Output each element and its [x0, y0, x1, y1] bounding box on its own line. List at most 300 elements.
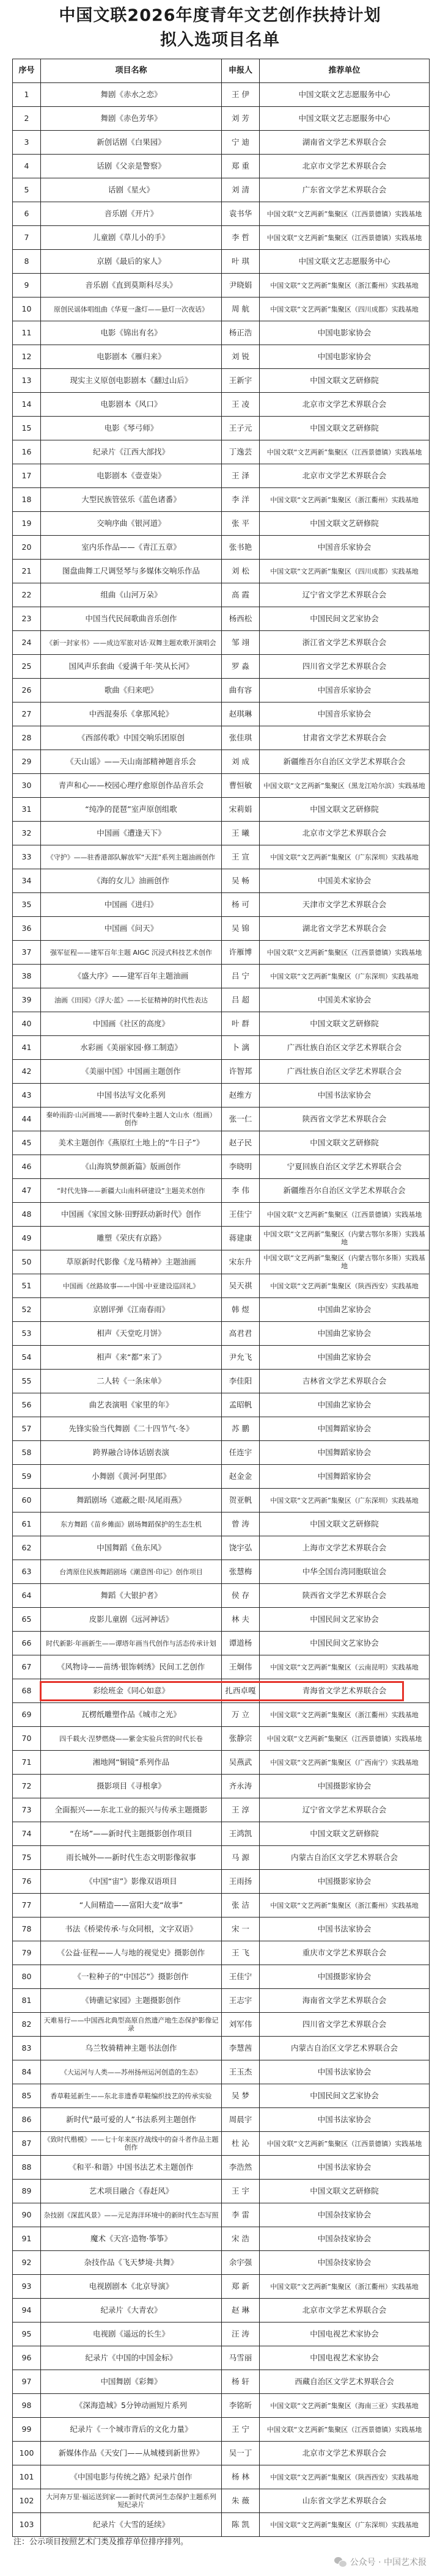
cell-number: 68 [13, 1679, 41, 1703]
cell-project-name: 《守护》——驻香港部队解放军“天涯”系列主题油画创作 [41, 845, 222, 869]
cell-recommending-unit: 中国文联文艺研修院 [260, 512, 430, 536]
table-row [13, 321, 430, 345]
cell-number: 1 [13, 83, 41, 107]
cell-number: 89 [13, 2180, 41, 2203]
table-row [13, 178, 430, 202]
cell-project-name: 舞蹈剧场《遮蔽之眼·凤尾雨燕》 [41, 1489, 222, 1512]
cell-applicant: 周 航 [222, 297, 260, 321]
cell-number: 18 [13, 488, 41, 512]
table-row [13, 1227, 430, 1250]
cell-recommending-unit: 北京市文学艺术界联合会 [260, 2299, 430, 2322]
cell-number: 33 [13, 845, 41, 869]
cell-recommending-unit: 中国文联“文艺两新”集聚区（云南昆明）实践基地 [260, 1655, 430, 1679]
cell-applicant: 宋 浩 [222, 2227, 260, 2251]
cell-number: 9 [13, 274, 41, 297]
cell-applicant: 王玉杰 [222, 2060, 260, 2084]
cell-applicant: 张一仁 [222, 1107, 260, 1131]
cell-number: 94 [13, 2299, 41, 2322]
cell-applicant: 叶 群 [222, 1012, 260, 1036]
cell-project-name: 国风声乐套曲《爱满千年·笑从长河》 [41, 655, 222, 679]
cell-applicant: 吴 畅 [222, 869, 260, 893]
table-row [13, 83, 430, 107]
cell-project-name: 东方舞蹈《苗乡傩面》剧场舞蹈保护的生态生机 [41, 1512, 222, 1536]
cell-project-name: 杂技作品《飞天梦境·共舞》 [41, 2251, 222, 2275]
cell-applicant: 王雨扬 [222, 1870, 260, 1894]
cell-number: 93 [13, 2275, 41, 2299]
cell-applicant: 张佳琪 [222, 726, 260, 750]
cell-project-name: 舞剧《赤水之恋》 [41, 83, 222, 107]
cell-project-name: 中国画《丝路故事——中国·中亚建设巡回礼》 [41, 1274, 222, 1298]
cell-number: 76 [13, 1870, 41, 1894]
cell-number: 11 [13, 321, 41, 345]
cell-project-name: 歌曲《归来吧》 [41, 679, 222, 702]
cell-applicant: 蒋建康 [222, 1227, 260, 1250]
cell-recommending-unit: 中国文联“文艺两新”集聚区（江西景德镇）实践基地 [260, 2418, 430, 2442]
cell-recommending-unit: 中国摄影家协会 [260, 1870, 430, 1894]
cell-recommending-unit: 中国音乐家协会 [260, 536, 430, 560]
cell-recommending-unit: 重庆市文学艺术界联合会 [260, 1941, 430, 1965]
cell-project-name: 《美丽中国》中国画主题创作 [41, 1060, 222, 1084]
table-row [13, 1370, 430, 1393]
cell-project-name: 天难易行——中国西北典型高原自然遗产地生态保护影像记录 [41, 2013, 222, 2037]
cell-number: 13 [13, 369, 41, 393]
cell-project-name: 中国画《进归》 [41, 893, 222, 917]
table-row [13, 893, 430, 917]
cell-number: 39 [13, 988, 41, 1012]
cell-project-name: 音乐剧《直到莫斯科尽头》 [41, 274, 222, 297]
cell-recommending-unit: 辽宁省文学艺术界联合会 [260, 1798, 430, 1822]
cell-number: 90 [13, 2203, 41, 2227]
cell-applicant: 李佳阳 [222, 1370, 260, 1393]
cell-number: 92 [13, 2251, 41, 2275]
cell-number: 84 [13, 2060, 41, 2084]
cell-number: 72 [13, 1775, 41, 1798]
cell-recommending-unit: 中国文联“文艺两新”集聚区（广西南宁）实践基地 [260, 1751, 430, 1775]
cell-applicant: 许雁博 [222, 941, 260, 965]
cell-applicant: 张书艳 [222, 536, 260, 560]
cell-number: 42 [13, 1060, 41, 1084]
cell-number: 69 [13, 1703, 41, 1727]
cell-number: 25 [13, 655, 41, 679]
cell-recommending-unit: 中国民间文艺家协会 [260, 607, 430, 631]
table-note: 注：公示项目按照艺术门类及推荐单位排序排列。 [13, 2538, 189, 2547]
footer-source-label: 公众号 · 中国艺术报 [350, 2558, 427, 2567]
cell-number: 99 [13, 2418, 41, 2442]
table-row [13, 1250, 430, 1274]
cell-project-name: 组曲《山河万朵》 [41, 583, 222, 607]
cell-project-name: 电视剧《遥远的长生》 [41, 2322, 222, 2346]
cell-number: 70 [13, 1727, 41, 1751]
table-row [13, 2346, 430, 2370]
cell-applicant: 赵 琳 [222, 2299, 260, 2322]
cell-project-name: 强军征程——建军百年主题 AIGC 沉浸式科技艺术创作 [41, 941, 222, 965]
cell-number: 95 [13, 2322, 41, 2346]
cell-recommending-unit: 四川省文学艺术界联合会 [260, 655, 430, 679]
cell-number: 19 [13, 512, 41, 536]
cell-project-name: “在场”——新时代主题摄影创作项目 [41, 1822, 222, 1846]
cell-number: 50 [13, 1250, 41, 1274]
table-row [13, 988, 430, 1012]
table-row [13, 274, 430, 297]
cell-applicant: 李 伟 [222, 1179, 260, 1203]
table-row [13, 417, 430, 440]
cell-recommending-unit: 中国文联文艺研修院 [260, 798, 430, 822]
cell-recommending-unit: 中国文联文艺研修院 [260, 369, 430, 393]
cell-recommending-unit: 陕西省文学艺术界联合会 [260, 1584, 430, 1608]
cell-applicant: 吕 超 [222, 988, 260, 1012]
table-row [13, 1727, 430, 1751]
cell-project-name: “人间精造——富阳大麦“故事” [41, 1894, 222, 1917]
cell-number: 4 [13, 155, 41, 178]
cell-applicant: 李晓明 [222, 1155, 260, 1179]
cell-number: 22 [13, 583, 41, 607]
cell-applicant: 王佳宁 [222, 1203, 260, 1227]
cell-project-name: 《西部传歌》中国交响乐团原创 [41, 726, 222, 750]
cell-recommending-unit: 中国文联“文艺两新”集聚区（黑龙江哈尔滨）实践基地 [260, 774, 430, 798]
cell-applicant: 李 洋 [222, 488, 260, 512]
cell-project-name: 草原新时代影像《龙马精神》主题油画 [41, 1250, 222, 1274]
cell-recommending-unit: 中国摄影家协会 [260, 1965, 430, 1989]
cell-applicant: 李慧茜 [222, 2037, 260, 2060]
cell-recommending-unit: 中国曲艺家协会 [260, 1346, 430, 1370]
cell-recommending-unit: 中国文联文艺志愿服务中心 [260, 83, 430, 107]
cell-recommending-unit: 中国书法家协会 [260, 1917, 430, 1941]
page-title: 中国文联2026年度青年文艺创作扶持计划 [59, 6, 381, 25]
cell-applicant: 余宇强 [222, 2251, 260, 2275]
table-row [13, 369, 430, 393]
cell-applicant: 卜 漓 [222, 1036, 260, 1060]
cell-recommending-unit: 中国舞蹈家协会 [260, 1465, 430, 1489]
table-row [13, 512, 430, 536]
cell-number: 63 [13, 1560, 41, 1584]
cell-project-name: 《山海筑梦颜新篇》版画创作 [41, 1155, 222, 1179]
cell-recommending-unit: 北京市文学艺术界联合会 [260, 464, 430, 488]
cell-applicant: 吴 锦 [222, 917, 260, 941]
table-row [13, 1107, 430, 1131]
cell-number: 52 [13, 1298, 41, 1322]
cell-applicant: 杨 轩 [222, 2370, 260, 2394]
cell-number: 20 [13, 536, 41, 560]
cell-project-name: 电影《琴弓师》 [41, 417, 222, 440]
cell-number: 32 [13, 822, 41, 845]
cell-recommending-unit: 中国曲艺家协会 [260, 1393, 430, 1417]
cell-applicant: 高君君 [222, 1322, 260, 1346]
cell-number: 37 [13, 941, 41, 965]
cell-number: 101 [13, 2465, 41, 2489]
table-row [13, 1917, 430, 1941]
table-row [13, 1846, 430, 1870]
cell-number: 12 [13, 345, 41, 369]
cell-recommending-unit: 湖南省文学艺术界联合会 [260, 131, 430, 155]
cell-recommending-unit: 内蒙古自治区文学艺术界联合会 [260, 1846, 430, 1870]
cell-number: 65 [13, 1608, 41, 1632]
cell-applicant: 李 雷 [222, 2203, 260, 2227]
cell-applicant: 吴天祺 [222, 1274, 260, 1298]
cell-recommending-unit: 中国文联“文艺两新”集聚区（内蒙古鄂尔多斯）实践基地 [260, 1227, 430, 1250]
cell-project-name: 台湾原住民族舞蹈剧场《潮意图·印记》创作项目 [41, 1560, 222, 1584]
table-row [13, 1703, 430, 1727]
cell-project-name: 电视剧剧本《北京导演》 [41, 2275, 222, 2299]
cell-applicant: 侯 存 [222, 1584, 260, 1608]
cell-project-name: 艺术项目融合《春赶风》 [41, 2180, 222, 2203]
table-row [13, 1441, 430, 1465]
table-row [13, 631, 430, 655]
cell-recommending-unit: 中国民间文艺家协会 [260, 2084, 430, 2108]
cell-applicant: 罗 淼 [222, 655, 260, 679]
cell-number: 48 [13, 1203, 41, 1227]
cell-recommending-unit: 新疆维吾尔自治区文学艺术界联合会 [260, 750, 430, 774]
cell-applicant: 李浩然 [222, 2156, 260, 2180]
table-row [13, 2203, 430, 2227]
cell-applicant: 王 凌 [222, 393, 260, 417]
cell-recommending-unit: 中国舞蹈家协会 [260, 1417, 430, 1441]
cell-number: 7 [13, 226, 41, 250]
cell-recommending-unit: 中国音乐家协会 [260, 702, 430, 726]
table-row [13, 1870, 430, 1894]
cell-recommending-unit: 中国文联“文艺两新”集聚区（内蒙古鄂尔多斯）实践基地 [260, 1250, 430, 1274]
cell-number: 51 [13, 1274, 41, 1298]
table-row [13, 2037, 430, 2060]
cell-number: 55 [13, 1370, 41, 1393]
cell-recommending-unit: 中国文联“文艺两新”集聚区（广东深圳）实践基地 [260, 1489, 430, 1512]
cell-recommending-unit: 中国文联“文艺两新”集聚区（江西景德镇）实践基地 [260, 1727, 430, 1751]
cell-number: 58 [13, 1441, 41, 1465]
cell-project-name: 曲艺表演唱《家里的年》 [41, 1393, 222, 1417]
cell-number: 77 [13, 1894, 41, 1917]
column-header-applicant: 申报人 [222, 59, 260, 83]
cell-number: 35 [13, 893, 41, 917]
table-row [13, 2442, 430, 2465]
cell-project-name: 《一粒种子的“中国芯”》摄影创作 [41, 1965, 222, 1989]
table-row [13, 2060, 430, 2084]
cell-project-name: 《致时代楷模》——七十年来医疗战线中的奋斗者作品主题创作 [41, 2132, 222, 2156]
table-row [13, 1036, 430, 1060]
cell-recommending-unit: 天津市文学艺术界联合会 [260, 893, 430, 917]
cell-project-name: 跨界融合诗体话剧表演 [41, 1441, 222, 1465]
cell-project-name: 皮影儿童剧《远河神话》 [41, 1608, 222, 1632]
cell-number: 60 [13, 1489, 41, 1512]
cell-applicant: 吴燕武 [222, 1751, 260, 1775]
table-row [13, 536, 430, 560]
cell-applicant: 宋莉娟 [222, 798, 260, 822]
cell-applicant: 王 伊 [222, 83, 260, 107]
cell-number: 31 [13, 798, 41, 822]
project-list-table [12, 59, 430, 2537]
cell-recommending-unit: 中国文联文艺研修院 [260, 2180, 430, 2203]
cell-number: 36 [13, 917, 41, 941]
cell-project-name: 《公益·征程——人与地的视觉史》摄影创作 [41, 1941, 222, 1965]
cell-project-name: 杂技剧《深蓝风景》——元足海洋环境中的新时代生态写照 [41, 2203, 222, 2227]
cell-project-name: 青声和心——校园心理疗愈原创作品音乐会 [41, 774, 222, 798]
cell-number: 82 [13, 2013, 41, 2037]
cell-project-name: 室内乐作品——《青江五章》 [41, 536, 222, 560]
cell-number: 103 [13, 2513, 41, 2537]
cell-number: 71 [13, 1751, 41, 1775]
table-row [13, 1417, 430, 1441]
cell-project-name: 中国画《家国文脉·田野跃动新时代》创作 [41, 1203, 222, 1227]
cell-number: 62 [13, 1536, 41, 1560]
table-row [13, 202, 430, 226]
cell-number: 23 [13, 607, 41, 631]
cell-project-name: 中国书法写文化系列 [41, 1084, 222, 1107]
cell-number: 5 [13, 178, 41, 202]
cell-number: 14 [13, 393, 41, 417]
cell-project-name: 《中国“宙”》影像双语项目 [41, 1870, 222, 1894]
cell-number: 66 [13, 1632, 41, 1655]
cell-number: 79 [13, 1941, 41, 1965]
cell-recommending-unit: 中华全国台湾同胞联谊会 [260, 1560, 430, 1584]
cell-recommending-unit: 辽宁省文学艺术界联合会 [260, 583, 430, 607]
cell-project-name: 现实主义原创电影剧本《翻过山后》 [41, 369, 222, 393]
cell-recommending-unit: 中国文联“文艺两新”集聚区（陕西西安）实践基地 [260, 2465, 430, 2489]
cell-number: 34 [13, 869, 41, 893]
table-row [13, 965, 430, 988]
table-row [13, 2299, 430, 2322]
column-header-number: 序号 [13, 59, 41, 83]
cell-number: 16 [13, 440, 41, 464]
table-row [13, 822, 430, 845]
cell-number: 49 [13, 1227, 41, 1250]
cell-number: 57 [13, 1417, 41, 1441]
cell-applicant: 王 宣 [222, 845, 260, 869]
cell-applicant: 吴一丁 [222, 2442, 260, 2465]
cell-number: 81 [13, 1989, 41, 2013]
cell-applicant: 赵金金 [222, 1465, 260, 1489]
cell-project-name: 全面振兴——东北工业的振兴与传承主题摄影 [41, 1798, 222, 1822]
cell-number: 56 [13, 1393, 41, 1417]
table-row [13, 1489, 430, 1512]
cell-recommending-unit: 中国文联“文艺两新”集聚区（江西景德镇）实践基地 [260, 226, 430, 250]
cell-recommending-unit: 北京市文学艺术界联合会 [260, 155, 430, 178]
cell-project-name: 原创民谣体唱组曲《华夏一盏灯——悬灯一次夜话》 [41, 297, 222, 321]
cell-recommending-unit: 中国文联“文艺两新”集聚区（江西景德镇）实践基地 [260, 941, 430, 965]
cell-recommending-unit: 中国文联“文艺两新”集聚区（江西景德镇）实践基地 [260, 2132, 430, 2156]
cell-number: 67 [13, 1655, 41, 1679]
cell-number: 28 [13, 726, 41, 750]
cell-applicant: 马 源 [222, 1846, 260, 1870]
cell-applicant: 万 立 [222, 1703, 260, 1727]
cell-recommending-unit: 中国文联“文艺两新”集聚区（广东深圳）实践基地 [260, 2513, 430, 2537]
cell-applicant: 赵子民 [222, 1131, 260, 1155]
table-row [13, 1560, 430, 1584]
cell-recommending-unit: 中国曲艺家协会 [260, 1322, 430, 1346]
cell-applicant: 吴 梦 [222, 2084, 260, 2108]
cell-project-name: 电影剧本《雁归来》 [41, 345, 222, 369]
cell-number: 59 [13, 1465, 41, 1489]
table-row [13, 2489, 430, 2513]
cell-applicant: 周晨宇 [222, 2108, 260, 2132]
cell-applicant: 宋 一 [222, 1917, 260, 1941]
cell-project-name: 中国当代民间歌曲音乐创作 [41, 607, 222, 631]
cell-applicant: 曹恒敏 [222, 774, 260, 798]
table-row [13, 798, 430, 822]
cell-project-name: 《盛大序》——建军百年主题油画 [41, 965, 222, 988]
cell-recommending-unit: 北京市文学艺术界联合会 [260, 393, 430, 417]
table-row [13, 2394, 430, 2418]
cell-applicant: 王志宇 [222, 1989, 260, 2013]
cell-project-name: 《铸礁记家园》主题摄影创作 [41, 1989, 222, 2013]
table-row [13, 2370, 430, 2394]
cell-project-name: 纪录片《中国的中国金标》 [41, 2346, 222, 2370]
table-row [13, 774, 430, 798]
table-row [13, 1131, 430, 1155]
cell-number: 15 [13, 417, 41, 440]
cell-project-name: 中国舞蹈《鱼东风》 [41, 1536, 222, 1560]
cell-recommending-unit: 中国文联“文艺两新”集聚区（浙江衢州）实践基地 [260, 1703, 430, 1727]
cell-recommending-unit: 中国文联“文艺两新”集聚区（浙江衢州）实践基地 [260, 2275, 430, 2299]
table-row [13, 1679, 430, 1703]
cell-applicant: 饶宇弘 [222, 1536, 260, 1560]
cell-project-name: 纪录片《江西大部找》 [41, 440, 222, 464]
cell-applicant: 王鸿凯 [222, 1822, 260, 1846]
table-row [13, 583, 430, 607]
table-row [13, 2084, 430, 2108]
cell-number: 45 [13, 1131, 41, 1155]
cell-applicant: 王炯伟 [222, 1655, 260, 1679]
table-row [13, 941, 430, 965]
table-row [13, 1536, 430, 1560]
table-header-row [13, 59, 430, 83]
cell-applicant: 曲有容 [222, 679, 260, 702]
cell-recommending-unit: 广西壮族自治区文学艺术界联合会 [260, 1060, 430, 1084]
table-row [13, 726, 430, 750]
cell-number: 64 [13, 1584, 41, 1608]
cell-number: 86 [13, 2108, 41, 2132]
table-row [13, 1512, 430, 1536]
cell-number: 26 [13, 679, 41, 702]
cell-number: 87 [13, 2132, 41, 2156]
table-row [13, 679, 430, 702]
table-row [13, 1751, 430, 1775]
cell-project-name: “纯净的琵琶”室声原创组歌 [41, 798, 222, 822]
cell-applicant: 王 曦 [222, 822, 260, 845]
cell-project-name: 电影《锦出有名》 [41, 321, 222, 345]
cell-number: 53 [13, 1322, 41, 1346]
table-row [13, 655, 430, 679]
table-row [13, 1060, 430, 1084]
table-row [13, 1203, 430, 1227]
table-row [13, 1822, 430, 1846]
table-row [13, 345, 430, 369]
cell-recommending-unit: 浙江省文学艺术界联合会 [260, 631, 430, 655]
cell-project-name: 水彩画《美丽家园·修工制造》 [41, 1036, 222, 1060]
cell-number: 30 [13, 774, 41, 798]
cell-project-name: 瓦楞纸雕塑作品《城市之光》 [41, 1703, 222, 1727]
cell-project-name: 雕塑《荣庆有京路》 [41, 1227, 222, 1250]
cell-project-name: 相声《天堂吃月饼》 [41, 1322, 222, 1346]
cell-applicant: 邹 翊 [222, 631, 260, 655]
cell-number: 85 [13, 2084, 41, 2108]
cell-project-name: 美术主题创作《燕原红土地上的“牛日子”》 [41, 1131, 222, 1155]
cell-applicant: 刘 清 [222, 178, 260, 202]
cell-project-name: 书法《桥梁传承·与众同根，文字双语》 [41, 1917, 222, 1941]
cell-recommending-unit: 中国文联文艺研修院 [260, 1012, 430, 1036]
cell-project-name: 京剧评弹《江南春雨》 [41, 1298, 222, 1322]
cell-number: 46 [13, 1155, 41, 1179]
table-row [13, 1322, 430, 1346]
table-row [13, 1608, 430, 1632]
cell-project-name: 四千载火·涅梦燃烧——紫金实验兵营的时代长卷 [41, 1727, 222, 1751]
table-row [13, 1965, 430, 1989]
cell-recommending-unit: 中国民间文艺家协会 [260, 1608, 430, 1632]
table-body [13, 83, 430, 2537]
wechat-icon [334, 2557, 346, 2567]
cell-number: 27 [13, 702, 41, 726]
cell-project-name: 话剧《星火》 [41, 178, 222, 202]
cell-project-name: 纪录片《大青农》 [41, 2299, 222, 2322]
cell-project-name: 《天山谣》——天山南部精神题音乐会 [41, 750, 222, 774]
cell-applicant: 刘 松 [222, 560, 260, 583]
